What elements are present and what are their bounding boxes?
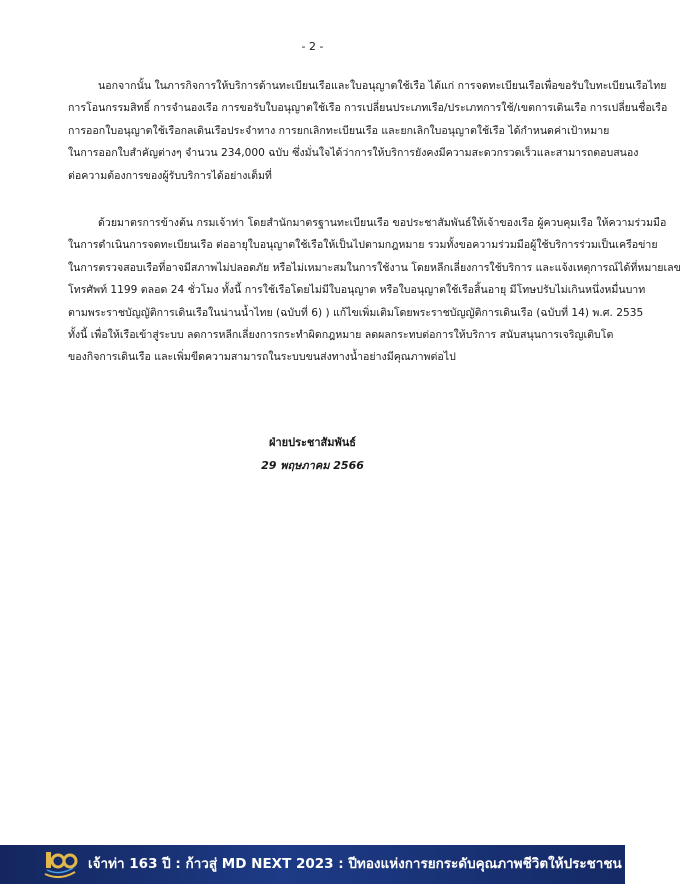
paragraph-line: ทั้งนี้ เพื่อให้เรือเข้าสู่ระบบ ลดการหลีกเลี่ยงการกระทำผิดกฎหมาย ลดผลกระทบต่อการให้บริการ สนับสนุนการเจริญเติบโต: [68, 328, 614, 341]
paragraph-line: โทรศัพท์ 1199 ตลอด 24 ชั่วโมง ทั้งนี้ การใช้เรือโดยไม่มีใบอนุญาต หรือใบอนุญาตใช้เรือสิ้นอายุ มีโทษปรับไม่เกินหนึ่งหมื่นบาท: [68, 284, 646, 297]
paragraph-cooperation-request: [68, 212, 681, 369]
signature-department: ฝ่ายประชาสัมพันธ์: [269, 436, 356, 449]
anniversary-163-logo-icon: [42, 848, 78, 880]
page-number: - 2 -: [301, 40, 324, 53]
footer-slogan: เจ้าท่า 163 ปี : ก้าวสู่ MD NEXT 2023 : ปีทองแห่งการยกระดับคุณภาพชีวิตให้ประชาชน: [88, 856, 622, 872]
paragraph-registration-services: [68, 75, 668, 187]
paragraph-line: นอกจากนั้น ในภารกิจการให้บริการด้านทะเบียนเรือและใบอนุญาตใช้เรือ ได้แก่ การจดทะเบียนเรือเพื่อขอรับใบทะเบียนเรือไทย: [98, 80, 667, 92]
paragraph-line: การออกใบอนุญาตใช้เรือกลเดินเรือประจำทาง การยกเลิกทะเบียนเรือ และยกเลิกใบอนุญาตใช้เรือ ได้กำหนดค่าเป้าหมาย: [68, 124, 610, 137]
paragraph-line: การโอนกรรมสิทธิ์ การจำนองเรือ การขอรับใบอนุญาตใช้เรือ การเปลี่ยนประเภทเรือ/ประเภทการใช้/เขตการเดินเรือ การเปลี่ยนชื่อเรือ: [68, 102, 668, 115]
paragraph-line: ตามพระราชบัญญัติการเดินเรือในน่านน้ำไทย (ฉบับที่ 6) ) แก้ไขเพิ่มเติมโดยพระราชบัญญัติการเดินเรือ (ฉบับที่ 14) พ.ศ. 2535: [68, 306, 644, 319]
paragraph-line: ด้วยมาตรการข้างต้น กรมเจ้าท่า โดยสำนักมาตรฐานทะเบียนเรือ ขอประชาสัมพันธ์ให้เจ้าของเรือ ผู้ควบคุมเรือ ให้ความร่วมมือ: [98, 217, 667, 229]
paragraph-line: ต่อความต้องการของผู้รับบริการได้อย่างเต็มที่: [68, 169, 272, 182]
paragraph-line: ในการดำเนินการจดทะเบียนเรือ ต่ออายุใบอนุญาตใช้เรือให้เป็นไปตามกฎหมาย รวมทั้งขอความร่วมมือผู้ใช้บริการร่วมเป็นเครือข่าย: [68, 239, 658, 252]
paragraph-line: ของกิจการเดินเรือ และเพิ่มขีดความสามารถในระบบขนส่งทางน้ำอย่างมีคุณภาพต่อไป: [68, 351, 456, 364]
paragraph-line: ในการออกใบสำคัญต่างๆ จำนวน 234,000 ฉบับ ซึ่งมั่นใจได้ว่าการให้บริการยังคงมีความสะดวกรวดเร็วและสามารถตอบสนอง: [68, 147, 639, 160]
paragraph-line: ในการตรวจสอบเรือที่อาจมีสภาพไม่ปลอดภัย หรือไม่เหมาะสมในการใช้งาน โดยหลีกเลี่ยงการใช้บริการ และแจ้งเหตุการณ์ได้ที่หมายเลข: [68, 261, 681, 274]
footer-banner: [0, 845, 625, 884]
signature-date: 29 พฤษภาคม 2566: [261, 459, 364, 472]
